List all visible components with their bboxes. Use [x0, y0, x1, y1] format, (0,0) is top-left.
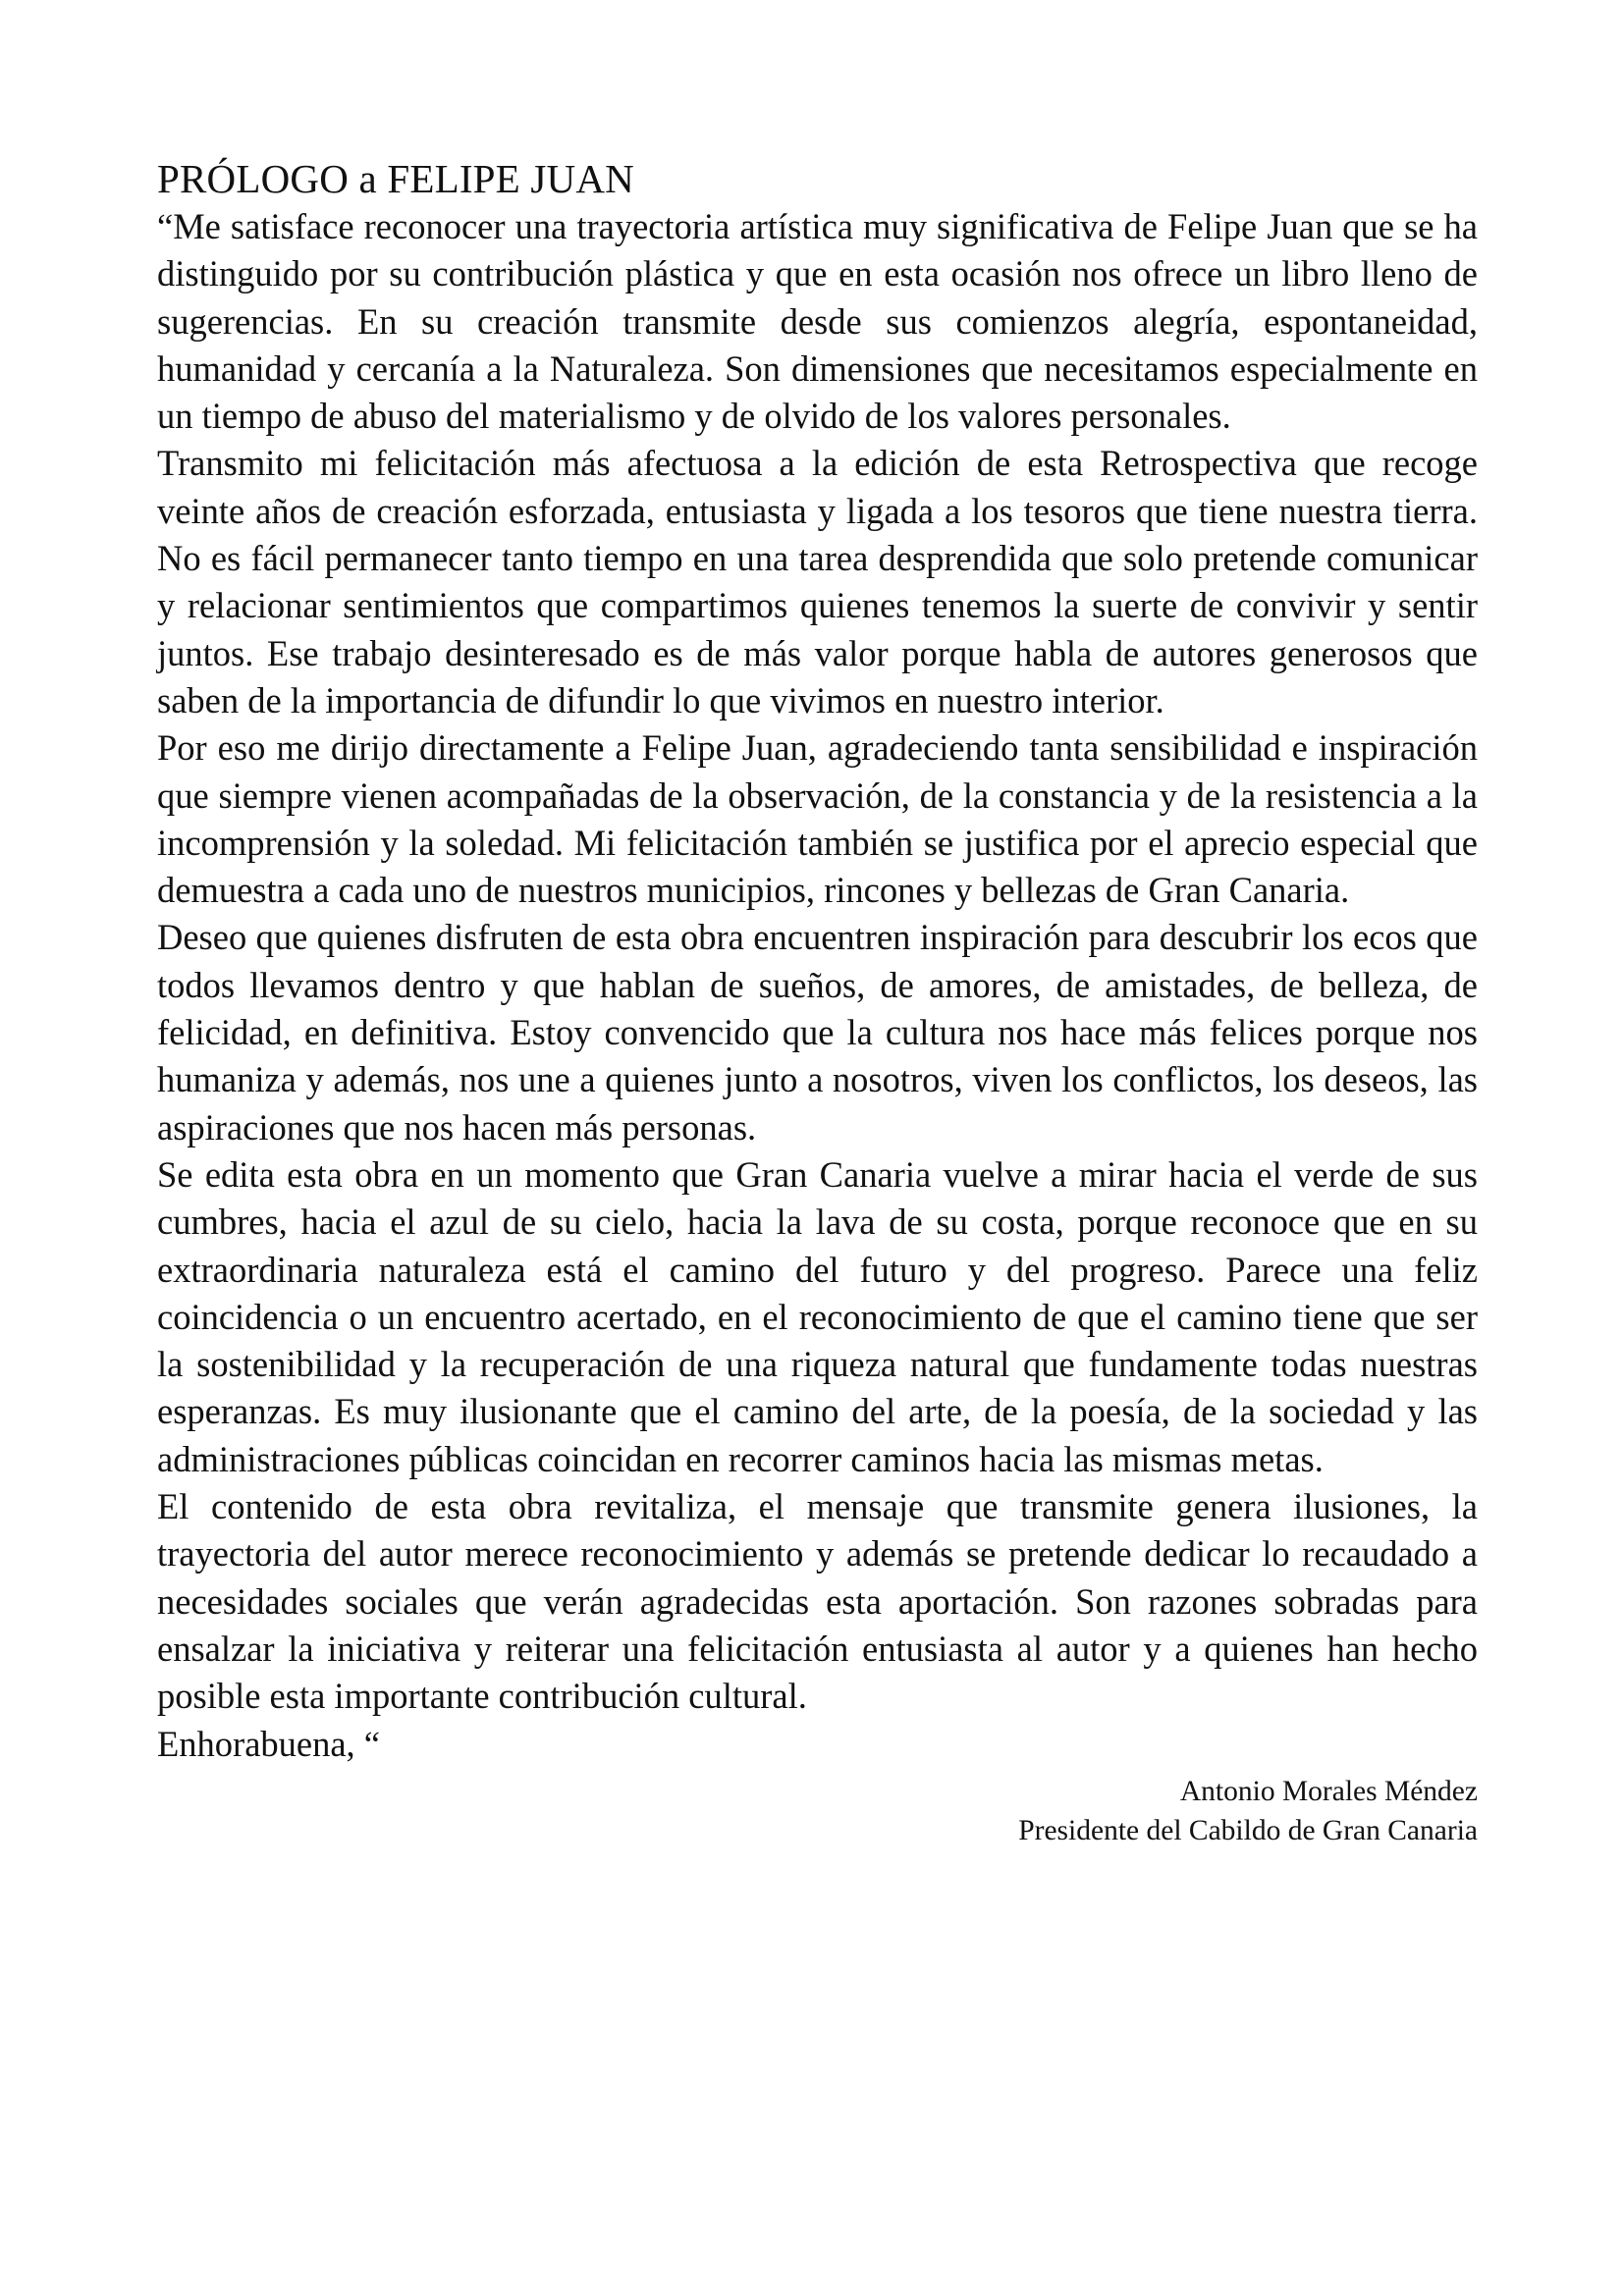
document-page [157, 155, 1478, 1850]
paragraph-2: Transmito mi felicitación más afectuosa a la edición de esta Retrospectiva que recoge veinte años de creación esforzada, entusiasta y ligada a los tesoros que tiene nuestra tierra. No es fácil permanecer tanto tiempo en una tarea desprendida que solo pretende comunicar y relacionar sentimientos que compartimos quienes tenemos la suerte de convivir y sentir juntos. Ese trabajo desinteresado es de más valor porque habla de autores generosos que saben de la importancia de difundir lo que vivimos en nuestro interior. [157, 443, 1478, 721]
signature-position: Presidente del Cabildo de Gran Canaria [1018, 1814, 1478, 1846]
paragraph-6: El contenido de esta obra revitaliza, el mensaje que transmite genera ilusiones, la trayectoria del autor merece reconocimiento y además se pretende dedicar lo recaudado a necesidades sociales que verán agradecidas esta aportación. Son razones sobradas para ensalzar la iniciativa y reiterar una felicitación entusiasta al autor y a quienes han hecho posible esta importante contribución cultural. [157, 1486, 1478, 1717]
signature-name: Antonio Morales Méndez [1179, 1775, 1478, 1807]
document-title: PRÓLOGO a FELIPE JUAN [157, 156, 634, 201]
signature-block [157, 1772, 1478, 1850]
paragraph-1: “Me satisface reconocer una trayectoria artística muy significativa de Felipe Juan que se ha distinguido por su contribución plástica y que en esta ocasión nos ofrece un libro lleno de sugerencias. En su creación transmite desde sus comienzos alegría, espontaneidad, humanidad y cercanía a la Naturaleza. Son dimensiones que necesitamos especialmente en un tiempo de abuso del materialismo y de olvido de los valores personales. [157, 206, 1478, 437]
paragraph-5: Se edita esta obra en un momento que Gran Canaria vuelve a mirar hacia el verde de sus cumbres, hacia el azul de su cielo, hacia la lava de su costa, porque reconoce que en su extraordinaria naturaleza está el camino del futuro y del progreso. Parece una feliz coincidencia o un encuentro acertado, en el reconocimiento de que el camino tiene que ser la sostenibilidad y la recuperación de una riqueza natural que fundamente todas nuestras esperanzas. Es muy ilusionante que el camino del arte, de la poesía, de la sociedad y las administraciones públicas coincidan en recorrer caminos hacia las mismas metas. [157, 1153, 1478, 1479]
paragraph-4: Deseo que quienes disfruten de esta obra encuentren inspiración para descubrir los ecos que todos llevamos dentro y que hablan de sueños, de amores, de amistades, de belleza, de felicidad, en definitiva. Estoy convencido que la cultura nos hace más felices porque nos humaniza y además, nos une a quienes junto a nosotros, viven los conflictos, los deseos, las aspiraciones que nos hacen más personas. [157, 917, 1478, 1148]
paragraph-3: Por eso me dirijo directamente a Felipe Juan, agradeciendo tanta sensibilidad e inspiración que siempre vienen acompañadas de la observación, de la constancia y de la resistencia a la incomprensión y la soledad. Mi felicitación también se justifica por el aprecio especial que demuestra a cada uno de nuestros municipios, rincones y bellezas de Gran Canaria. [157, 727, 1478, 911]
closing-line: Enhorabuena, “ [157, 1723, 381, 1764]
